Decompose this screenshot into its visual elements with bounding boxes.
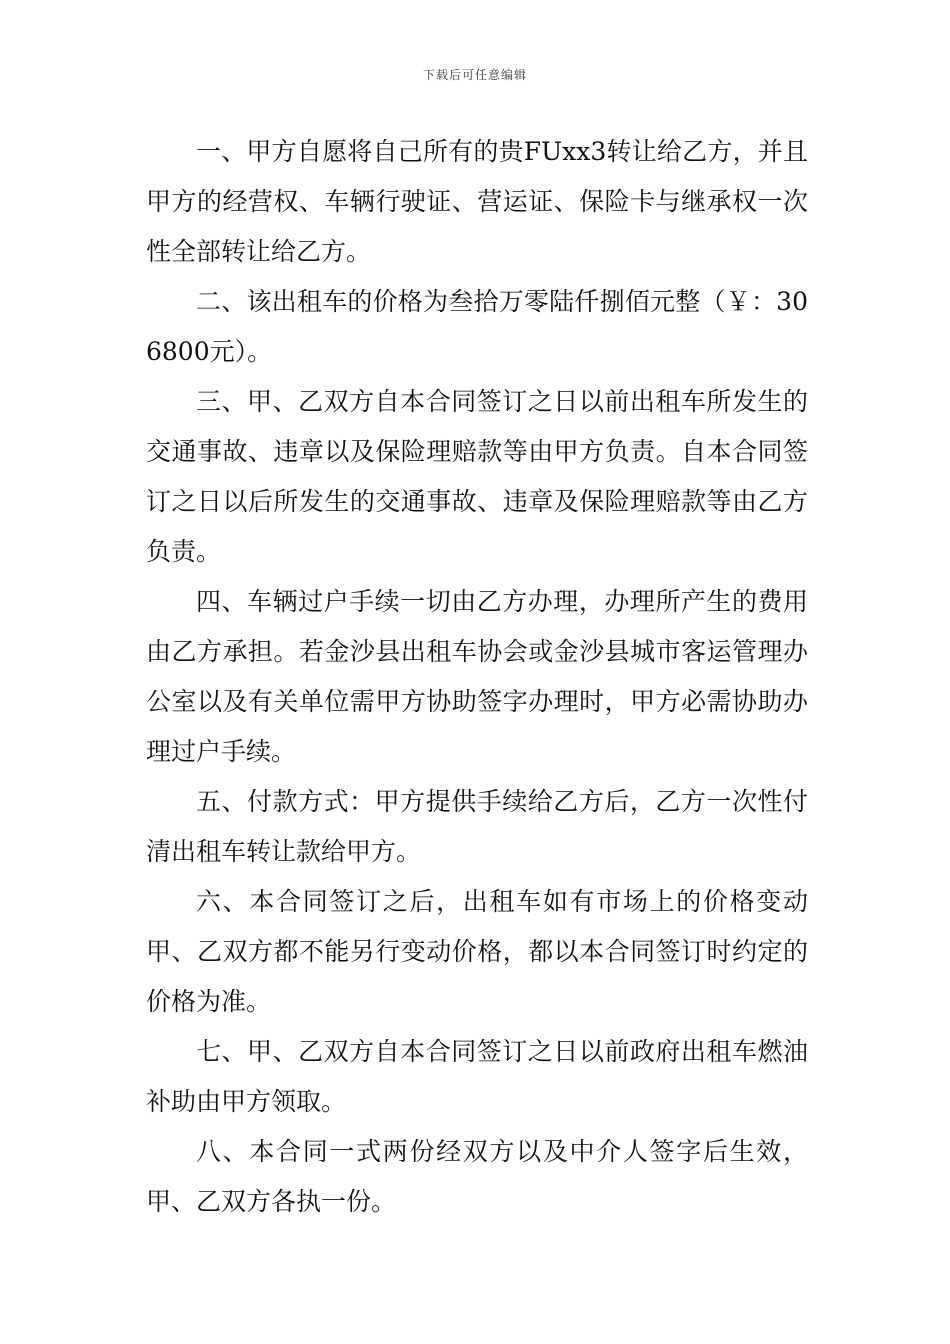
- clause-1: 一、甲方自愿将自己所有的贵FUxx3转让给乙方，并且甲方的经营权、车辆行驶证、营运证、保险卡与继承权一次性全部转让给乙方。: [146, 137, 808, 266]
- clause-4: 四、车辆过户手续一切由乙方办理，办理所产生的费用由乙方承担。若金沙县出租车协会或金沙县城市客运管理办公室以及有关单位需甲方协助签字办理时，甲方必需协助办理过户手续。: [146, 587, 808, 766]
- clause-7: 七、甲、乙双方自本合同签订之日以前政府出租车燃油补助由甲方领取。: [146, 1037, 808, 1116]
- clause-8: 八、本合同一式两份经双方以及中介人签字后生效，甲、乙双方各执一份。: [146, 1137, 808, 1216]
- clause-5: 五、付款方式：甲方提供手续给乙方后，乙方一次性付清出租车转让款给甲方。: [146, 787, 808, 866]
- clause-2: 二、该出租车的价格为叁拾万零陆仟捌佰元整（￥：306800元）。: [146, 287, 808, 366]
- contract-body: [146, 127, 808, 1227]
- clause-3: 三、甲、乙双方自本合同签订之日以前出租车所发生的交通事故、违章以及保险理赔款等由甲方负责。自本合同签订之日以后所发生的交通事故、违章及保险理赔款等由乙方负责。: [146, 387, 808, 566]
- clause-6: 六、本合同签订之后，出租车如有市场上的价格变动甲、乙双方都不能另行变动价格，都以本合同签订时约定的价格为准。: [146, 887, 808, 1016]
- header-note: 下载后可任意编辑: [422, 68, 527, 82]
